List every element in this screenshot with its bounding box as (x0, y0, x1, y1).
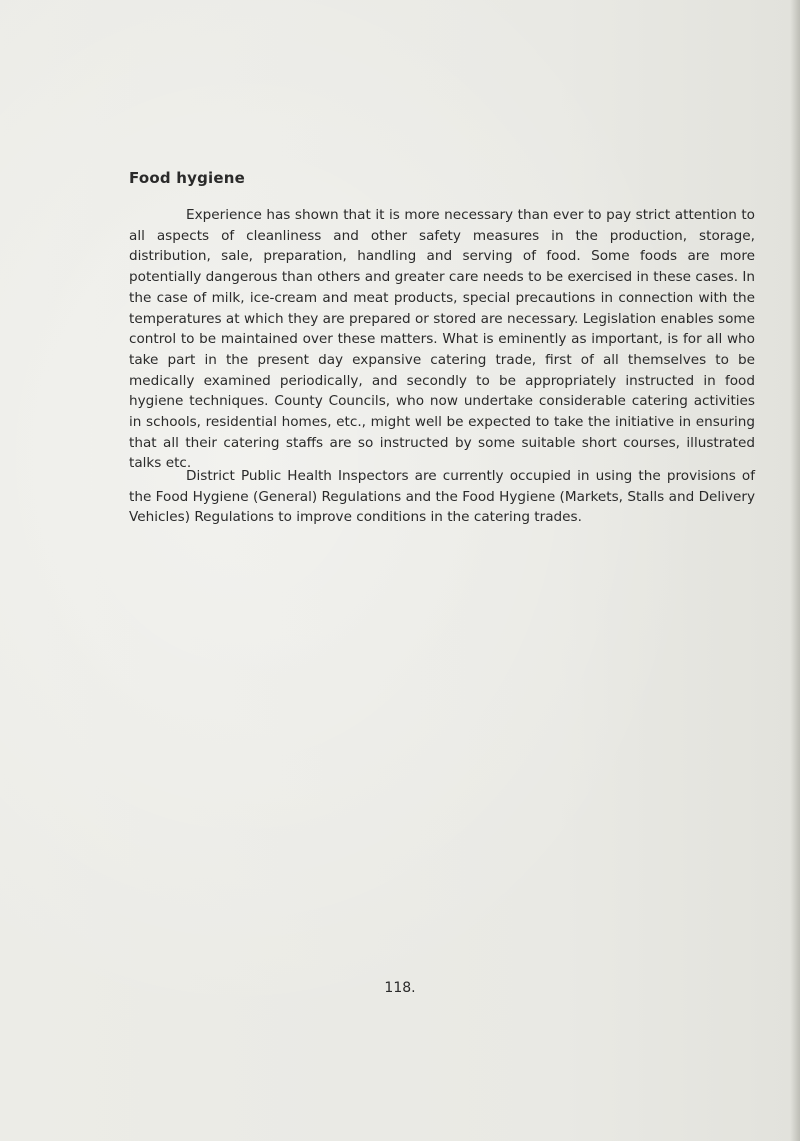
paragraph-2: District Public Health Inspectors are currently occupied in using the provisions of the Food Hygiene (General) Regulations and the Food Hygiene (Markets, Stalls and Delivery Vehicles) Regulations to improve conditions in the catering trades. (129, 468, 755, 526)
page-edge-shadow (790, 0, 800, 1141)
section-heading: Food hygiene (129, 169, 245, 187)
page-number: 118. (384, 980, 416, 996)
paragraph-1: Experience has shown that it is more necessary than ever to pay strict attention to all aspects of cleanliness and other safety measures in the production, storage, distribution, sale, preparation, handling and serving of food. Some foods are more potentially dangerous than others and greater care needs to be exercised in these cases. In the case of milk, ice-cream and meat products, special precautions in connection with the temperatures at which they are prepared or stored are necessary. Legislation enables some control to be maintained over these matters. What is eminently as important, is for all who take part in the present day expansive catering trade, first of all themselves to be medically examined periodically, and secondly to be appropriately instructed in food hygiene techniques. County Councils, who now undertake considerable catering activities in schools, residential homes, etc., might well be expected to take the initiative in ensuring that all their catering staffs are so instructed by some suitable short courses, illustrated talks etc. (129, 207, 755, 472)
